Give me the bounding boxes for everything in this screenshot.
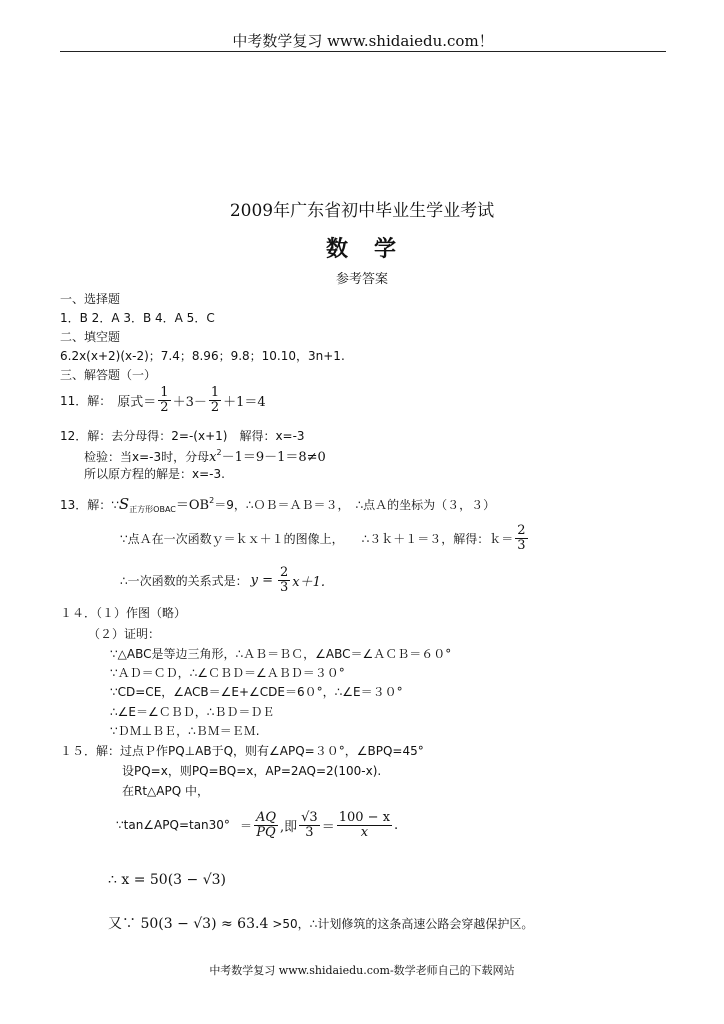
q12-line-2: 检验：当x=-3时，分母$x^2-1=9-1=8\ne 0$: [84, 448, 326, 465]
header-rule: [60, 51, 666, 52]
q15-line-3: 在Rt△APQ 中，: [122, 784, 209, 798]
q13-fraction-k: $\frac{2}{3}$: [517, 523, 526, 553]
q15-fraction-root3: $\frac{√3}{3}$: [301, 810, 318, 840]
q11-line: [60, 386, 266, 414]
q13-line-2: ∵点Ａ在一次函数ｙ＝ｋｘ＋１的图像上， ∴３ｋ＋１＝３，解得：ｋ＝ $\frac{2}{3}$: [120, 523, 526, 553]
q11-tail: ＋1＝4: [223, 394, 266, 410]
section-choice: 一、选择题: [60, 292, 121, 306]
fill-answers: 6.2x(x+2)(x-2)；7.4；8.96；9.8；10.10，3n+1.: [60, 349, 345, 363]
q13-line-1: 13．解：$\because S_{正方形OBAC}=OB^2=9$，∴ＯＢ＝ＡＢ＝３， ∴点Ａ的坐标为（３，３）: [60, 495, 496, 514]
q12-line-1: 12．解：去分母得：2=-(x+1) 解得：x=-3: [60, 429, 305, 443]
q15-line-1: １５．解：过点Ｐ作PQ⊥AB于Q，则有∠APQ=３０°，∠BPQ=45°: [60, 744, 424, 758]
page-header: 中考数学复习 www.shidaiedu.com！: [232, 32, 494, 50]
q11-fraction-1: $\frac{1}{2}$: [160, 385, 169, 415]
q15-fraction-aq-pq: $\frac{AQ}{PQ}$: [255, 810, 276, 840]
subject-title: 数 学: [325, 236, 398, 262]
q11-mid: ＋3－: [172, 394, 207, 410]
page-footer: 中考数学复习 www.shidaiedu.com-数学老师自己的下载网站: [209, 964, 515, 977]
q15-line-4: ∵tan∠APQ=tan30° ＝ $\frac{AQ}{PQ}$ ,即 $\frac{√3}{3}$ ＝ $\frac{100 - x}{x}$ .: [116, 810, 399, 840]
q14-line-6: ∴∠E＝∠ＣＢＤ，∴ＢＤ＝ＤＥ: [110, 705, 275, 719]
q12-line-3: 所以原方程的解是：x=-3.: [84, 467, 225, 481]
q13-line-3: ∴一次函数的关系式是： y = $\frac{2}{3}$ x＋1.: [120, 565, 326, 595]
q14-line-1: １４．（１）作图（略）: [60, 606, 187, 620]
section-fill: 二、填空题: [60, 330, 121, 344]
q15-line-5: ∴ x = 50(3 − √3): [108, 872, 226, 888]
q14-line-3: ∵△ABC是等边三角形，∴ＡＢ＝ＢＣ，∠ABC＝∠ＡＣＢ＝６０°: [110, 647, 452, 661]
q15-fraction-100x: $\frac{100 - x}{x}$: [338, 810, 391, 840]
q15-line-2: 设PQ=x，则PQ=BQ=x，AP=2AQ=2(100-x).: [122, 764, 382, 778]
q11-fraction-2: $\frac{1}{2}$: [210, 385, 220, 415]
section-solve: 三、解答题（一）: [60, 368, 157, 382]
q15-line-6: 又∵ 50(3 − √3) ≈ 63.4 >50，∴计划修筑的这条高速公路会穿越保护区。: [108, 916, 534, 932]
q11-label: 11．解：: [60, 393, 112, 408]
q11-lhs: 原式＝: [117, 394, 157, 410]
q14-line-2: （２）证明：: [88, 627, 161, 641]
exam-title: 2009年广东省初中毕业生学业考试: [229, 201, 495, 221]
answers-label: 参考答案: [335, 272, 388, 287]
q14-line-4: ∵ＡＤ＝ＣＤ，∴∠ＣＢＤ＝∠ＡＢＤ＝３０°: [110, 666, 345, 680]
choice-answers: 1．B 2．A 3．B 4．A 5．C: [60, 311, 215, 325]
q13-fraction-slope: $\frac{2}{3}$: [280, 565, 289, 595]
q14-line-5: ∵CD=CE，∠ACB＝∠E+∠CDE＝6０°，∴∠E＝３０°: [110, 685, 403, 699]
q14-line-7: ∵ＤＭ⊥ＢＥ，∴ＢＭ＝ＥＭ.: [110, 724, 260, 738]
